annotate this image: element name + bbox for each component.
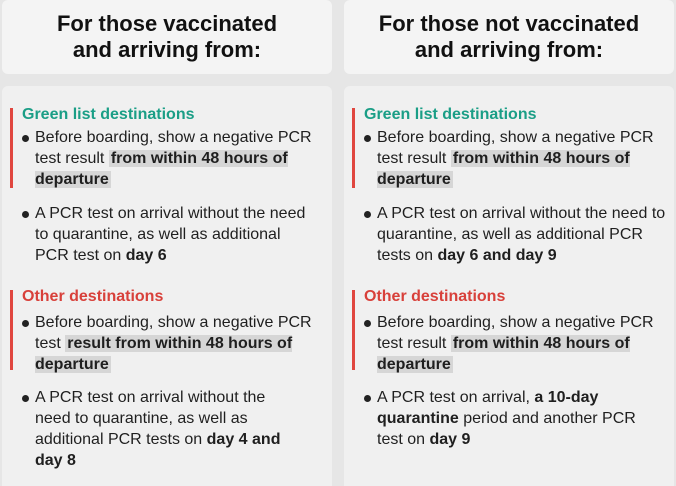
column-body — [344, 86, 674, 486]
accent-bar — [10, 108, 13, 188]
vaccinated-column — [2, 0, 332, 469]
section-title: Other destinations — [364, 288, 506, 305]
list-item: A PCR test on arrival, a 10-day quarantine period and another PCR test on day 9 — [364, 387, 660, 450]
green-list-section — [2, 106, 332, 286]
section-title: Green list destinations — [364, 106, 537, 123]
highlight: from within 48 hours of departure — [377, 150, 630, 188]
section-title: Green list destinations — [22, 106, 195, 123]
column-header-title: For those not vaccinated and arriving from: — [378, 11, 640, 62]
not-vaccinated-column — [344, 0, 674, 448]
column-body — [2, 86, 332, 486]
green-list-section — [344, 106, 674, 286]
column-header — [2, 0, 332, 74]
other-destinations-section — [344, 288, 674, 478]
list-item: Before boarding, show a negative PCR test result from within 48 hours of departure — [364, 312, 660, 375]
list-item: Before boarding, show a negative PCR test result from within 48 hours of departure — [364, 127, 660, 190]
highlight: from within 48 hours of departure — [35, 150, 288, 188]
column-header-title: For those vaccinated and arriving from: — [56, 11, 278, 62]
other-destinations-section — [2, 288, 332, 478]
list-item: A PCR test on arrival without the need to quarantine, as well as additional PCR tests on day 6 and day 9 — [364, 203, 670, 266]
accent-bar — [10, 290, 13, 370]
accent-bar — [352, 108, 355, 188]
highlight: from within 48 hours of departure — [377, 335, 630, 373]
list-item: A PCR test on arrival without the need to quarantine, as well as additional PCR test on day 6 — [22, 203, 318, 266]
list-item: Before boarding, show a negative PCR test result from within 48 hours of departure — [22, 127, 318, 190]
section-title: Other destinations — [22, 288, 164, 305]
list-item: A PCR test on arrival without the need to quarantine, as well as additional PCR tests on day 4 and day 8 — [22, 387, 292, 471]
highlight: result from within 48 hours of departure — [35, 335, 293, 373]
accent-bar — [352, 290, 355, 370]
list-item: Before boarding, show a negative PCR test result from within 48 hours of departure — [22, 312, 312, 375]
column-header — [344, 0, 674, 74]
